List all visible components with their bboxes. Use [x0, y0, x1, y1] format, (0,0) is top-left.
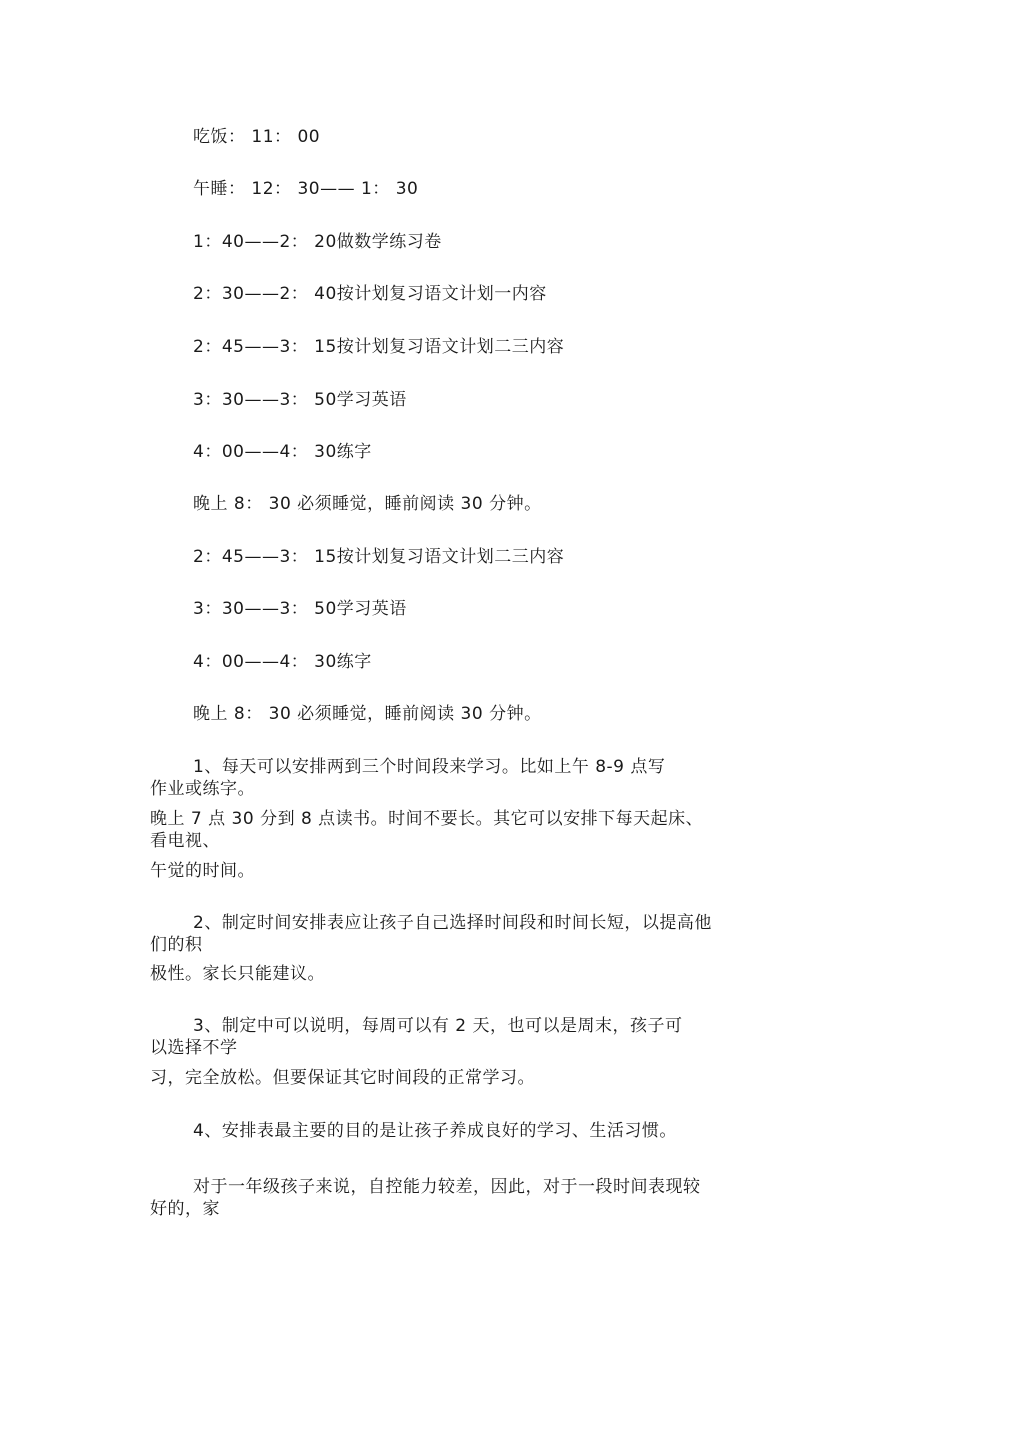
schedule-line: 4：00——4： 30练字 — [193, 652, 372, 672]
tip-line: 1、每天可以安排两到三个时间段来学习。比如上午 8-9 点写 — [193, 757, 666, 777]
schedule-line: 晚上 8： 30 必须睡觉，睡前阅读 30 分钟。 — [193, 494, 542, 514]
schedule-line: 午睡： 12： 30—— 1： 30 — [193, 179, 419, 199]
tip-line: 们的积 — [150, 935, 203, 955]
schedule-line: 2：45——3： 15按计划复习语文计划二三内容 — [193, 547, 565, 567]
tip-line: 看电视、 — [150, 831, 220, 851]
tip-line: 午觉的时间。 — [150, 861, 255, 881]
schedule-line: 2：45——3： 15按计划复习语文计划二三内容 — [193, 337, 565, 357]
tip-line: 3、制定中可以说明，每周可以有 2 天，也可以是周末，孩子可 — [193, 1016, 683, 1036]
schedule-line: 3：30——3： 50学习英语 — [193, 599, 407, 619]
tip-line: 4、安排表最主要的目的是让孩子养成良好的学习、生活习惯。 — [193, 1121, 677, 1141]
schedule-line: 吃饭： 11： 00 — [193, 127, 321, 147]
schedule-line: 1：40——2： 20做数学练习卷 — [193, 232, 442, 252]
tip-line: 晚上 7 点 30 分到 8 点读书。时间不要长。其它可以安排下每天起床、 — [150, 809, 704, 829]
schedule-line: 2：30——2： 40按计划复习语文计划一内容 — [193, 284, 547, 304]
closing-line: 对于一年级孩子来说，自控能力较差，因此，对于一段时间表现较 — [193, 1177, 701, 1197]
closing-line: 好的，家 — [150, 1199, 220, 1219]
tip-line: 作业或练字。 — [150, 779, 255, 799]
schedule-line: 3：30——3： 50学习英语 — [193, 390, 407, 410]
tip-line: 以选择不学 — [150, 1038, 238, 1058]
tip-line: 习，完全放松。但要保证其它时间段的正常学习。 — [150, 1068, 535, 1088]
schedule-line: 4：00——4： 30练字 — [193, 442, 372, 462]
schedule-line: 晚上 8： 30 必须睡觉，睡前阅读 30 分钟。 — [193, 704, 542, 724]
tip-line: 极性。家长只能建议。 — [150, 964, 325, 984]
tip-line: 2、制定时间安排表应让孩子自己选择时间段和时间长短，以提高他 — [193, 913, 712, 933]
